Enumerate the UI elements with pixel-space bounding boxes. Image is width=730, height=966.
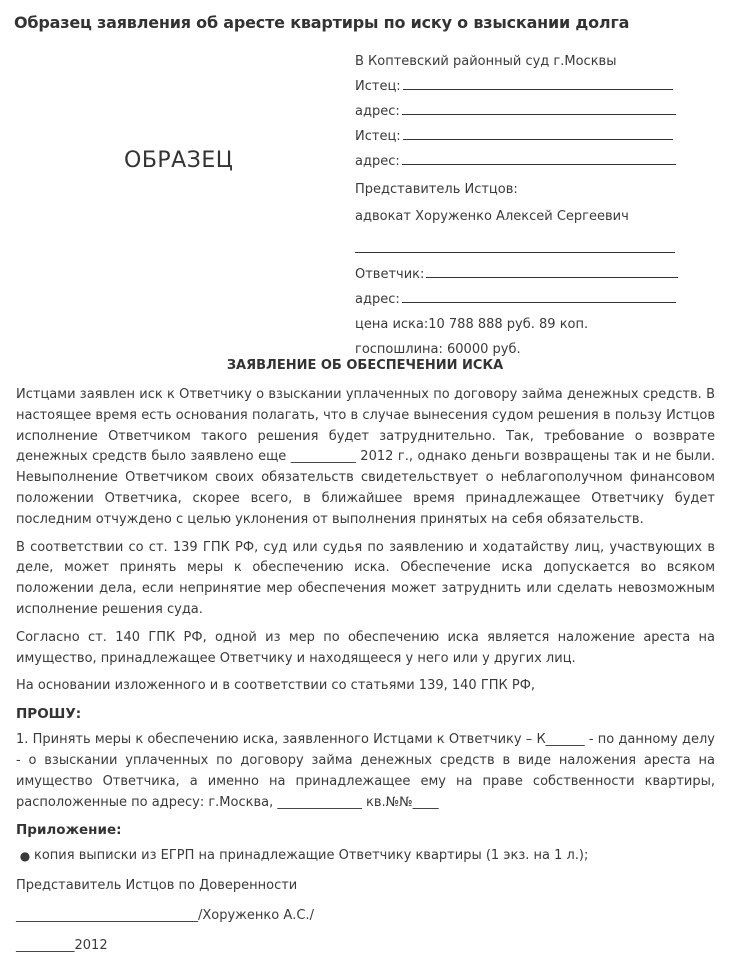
attachment-item-text: копия выписки из ЕГРП на принадлежащие Ответчику квартиры (1 экз. на 1 л.);: [34, 848, 589, 864]
claim-price-line: [355, 309, 685, 334]
plaintiff1-label: Истец:: [355, 79, 401, 94]
signature-line: ____________________________/Хоруженко А.С./: [16, 908, 314, 924]
addressee-block: [355, 46, 685, 359]
representative-rule: [355, 226, 685, 259]
state-fee-line: [355, 334, 685, 359]
court-line: [355, 46, 685, 71]
date-line: _________2012: [16, 938, 108, 954]
address3-blank: [402, 302, 676, 303]
address2-label: адрес:: [355, 154, 400, 169]
address1-blank: [402, 114, 676, 115]
representative-label: Представитель Истцов:: [355, 182, 518, 197]
address2-line: [355, 146, 685, 171]
plaintiff2-label: Истец:: [355, 129, 401, 144]
plaintiff2-blank: [403, 139, 673, 140]
bullet-icon: ●: [19, 849, 31, 864]
court-name: В Коптевский районный суд г.Москвы: [355, 54, 617, 69]
address2-blank: [402, 164, 676, 165]
plaintiff1-blank: [403, 89, 673, 90]
statement-heading: ЗАЯВЛЕНИЕ ОБ ОБЕСПЕЧЕНИИ ИСКА: [226, 358, 504, 373]
sample-stamp: ОБРАЗЕЦ: [124, 148, 234, 173]
defendant-line: [355, 259, 685, 284]
document-title: Образец заявления об аресте квартиры по иску о взыскании долга: [14, 13, 630, 32]
representative-name-line: [355, 199, 685, 226]
paragraph-grounds: Истцами заявлен иск к Ответчику о взыскании уплаченных по договору займа денежных средств. В настоящее время есть основания полагать, что в случае вынесения судом решения в пользу Истцов исполнение Ответчиком такого решения будет затруднительно. Так, требование о возврате денежных средств было заявлено еще __________ 2012 г., однако деньги возвращены так и не были. Невыполнение Ответчиком своих обязательств свидетельствует о неблагополучном финансовом положении Ответчика, скорее всего, в ближайшее время принадлежащее Ответчику будет последним отчуждено с целью уклонения от выполнения принятых на себя обязательств.: [16, 387, 715, 527]
representative-label-line: [355, 171, 685, 199]
paragraph-article-140: Согласно ст. 140 ГПК РФ, одной из мер по обеспечению иска является наложение ареста на имущество, принадлежащее Ответчику и находящееся у него или у других лиц.: [16, 629, 715, 666]
statement-body: [16, 385, 715, 966]
claim-price: цена иска:10 788 888 руб. 89 коп.: [355, 317, 589, 332]
representative-name: адвокат Хоруженко Алексей Сергеевич: [355, 209, 629, 224]
paragraph-article-139: В соответствии со ст. 139 ГПК РФ, суд или судья по заявлению и ходатайству лиц, участвующих в деле, может принять меры к обеспечению иска. Обеспечение иска допускается во всяком положении дела, если непринятие мер обеспечения может затруднить или сделать невозможным исполнение решения суда.: [16, 539, 715, 617]
state-fee: госпошлина: 60000 руб.: [355, 342, 521, 357]
address3-line: [355, 284, 685, 309]
representative-blank: [355, 252, 675, 253]
attachment-label: Приложение:: [16, 822, 122, 839]
request-item-1: 1. Принять меры к обеспечению иска, заявленного Истцами к Ответчику – К______ - по данному делу - о взыскании уплаченных по договору займа денежных средств в виде наложения ареста на имущество Ответчика, а именно на принадлежащее ему на праве собственности квартиры, расположенные по адресу: г.Москва, _____________ кв.№№____: [16, 732, 715, 810]
representative-poa: Представитель Истцов по Доверенности: [16, 878, 298, 894]
address3-label: адрес:: [355, 292, 400, 307]
plaintiff1-line: [355, 71, 685, 96]
defendant-label: Ответчик:: [355, 267, 425, 282]
attachment-item: [16, 846, 715, 866]
paragraph-basis: На основании изложенного и в соответствии со статьями 139, 140 ГПК РФ,: [16, 678, 536, 694]
request-label: ПРОШУ:: [16, 706, 82, 723]
address1-label: адрес:: [355, 104, 400, 119]
address1-line: [355, 96, 685, 121]
plaintiff2-line: [355, 121, 685, 146]
defendant-blank: [426, 277, 678, 278]
